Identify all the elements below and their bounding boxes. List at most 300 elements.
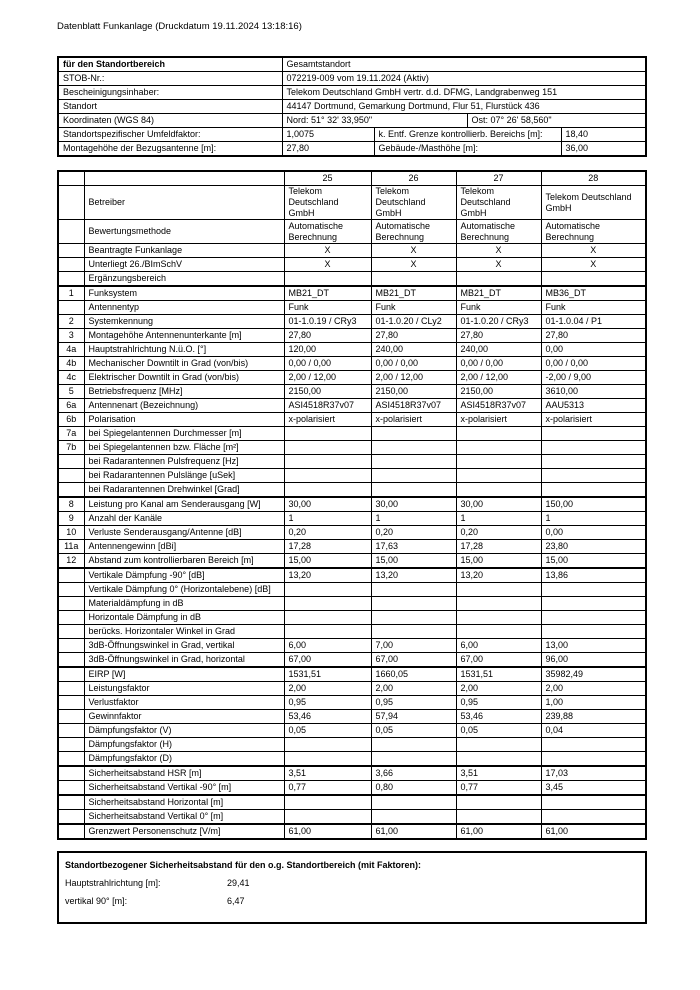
table-row xyxy=(58,258,646,272)
table-row xyxy=(58,483,646,498)
row-value: MB21_DT xyxy=(456,286,541,301)
row-label: bei Spiegelantennen bzw. Fläche [m²] xyxy=(84,441,284,455)
row-number xyxy=(58,766,84,781)
table-row xyxy=(58,597,646,611)
row-label: berücks. Horizontaler Winkel in Grad xyxy=(84,625,284,639)
row-value: Funk xyxy=(284,301,371,315)
row-value: 0,00 xyxy=(541,343,646,357)
info-label: Standort xyxy=(58,100,282,114)
row-value: 67,00 xyxy=(456,653,541,668)
row-value: MB21_DT xyxy=(284,286,371,301)
row-number: 9 xyxy=(58,512,84,526)
table-row xyxy=(58,315,646,329)
row-value: ASI4518R37v07 xyxy=(371,399,456,413)
row-value: 01-1.0.19 / CRy3 xyxy=(284,315,371,329)
table-row xyxy=(58,301,646,315)
row-label: Dämpfungsfaktor (V) xyxy=(84,724,284,738)
row-value xyxy=(284,625,371,639)
row-value xyxy=(371,597,456,611)
row-label: Verluste Senderausgang/Antenne [dB] xyxy=(84,526,284,540)
page-title: Datenblatt Funkanlage (Druckdatum 19.11.2024 13:18:16) xyxy=(57,21,302,32)
row-number: 5 xyxy=(58,385,84,399)
row-number xyxy=(58,738,84,752)
row-value: 15,00 xyxy=(456,554,541,569)
row-value: 0,05 xyxy=(456,724,541,738)
header-empty-cell xyxy=(58,171,84,186)
row-value: 30,00 xyxy=(456,497,541,512)
row-number xyxy=(58,824,84,839)
row-number: 7b xyxy=(58,441,84,455)
row-value: 01-1.0.04 / P1 xyxy=(541,315,646,329)
row-value: 15,00 xyxy=(541,554,646,569)
row-value xyxy=(456,455,541,469)
row-number: 11a xyxy=(58,540,84,554)
row-value xyxy=(541,597,646,611)
row-number: 6b xyxy=(58,413,84,427)
row-label: Polarisation xyxy=(84,413,284,427)
table-row xyxy=(58,220,646,244)
row-value xyxy=(541,752,646,767)
row-value xyxy=(371,427,456,441)
row-value: 120,00 xyxy=(284,343,371,357)
row-value xyxy=(456,597,541,611)
main-beam-value: 29,41 xyxy=(227,878,250,888)
table-row xyxy=(58,244,646,258)
table-row xyxy=(58,526,646,540)
site-info-row xyxy=(58,142,646,157)
info-value: Gebäude-/Masthöhe [m]: xyxy=(374,142,561,157)
antenna-table xyxy=(57,170,647,840)
row-label: Antennentyp xyxy=(84,301,284,315)
site-safety-distance-box xyxy=(57,851,647,924)
row-value: 0,00 / 0,00 xyxy=(284,357,371,371)
row-value: 1660,05 xyxy=(371,667,456,682)
row-value xyxy=(456,583,541,597)
table-row xyxy=(58,795,646,810)
safety-distance-row xyxy=(65,896,640,906)
row-value: 67,00 xyxy=(284,653,371,668)
row-number: 3 xyxy=(58,329,84,343)
row-value: 13,86 xyxy=(541,568,646,583)
row-number xyxy=(58,752,84,767)
row-number xyxy=(58,611,84,625)
row-value: MB21_DT xyxy=(371,286,456,301)
row-value xyxy=(541,455,646,469)
row-value xyxy=(541,469,646,483)
row-value xyxy=(541,611,646,625)
row-value: 0,05 xyxy=(284,724,371,738)
row-value xyxy=(371,738,456,752)
spacer xyxy=(57,157,645,170)
row-value: 0,95 xyxy=(284,696,371,710)
row-value xyxy=(371,795,456,810)
row-value: 2,00 / 12,00 xyxy=(284,371,371,385)
row-label: Funksystem xyxy=(84,286,284,301)
row-label: Bewertungsmethode xyxy=(84,220,284,244)
table-row xyxy=(58,186,646,220)
row-number: 2 xyxy=(58,315,84,329)
table-row xyxy=(58,399,646,413)
table-row xyxy=(58,611,646,625)
row-label: Systemkennung xyxy=(84,315,284,329)
row-value xyxy=(371,272,456,287)
row-label: Grenzwert Personenschutz [V/m] xyxy=(84,824,284,839)
site-info-body xyxy=(58,57,646,156)
row-value xyxy=(284,583,371,597)
row-label: 3dB-Öffnungswinkel in Grad, horizontal xyxy=(84,653,284,668)
row-label: Elektrischer Downtilt in Grad (von/bis) xyxy=(84,371,284,385)
row-label: Sicherheitsabstand Vertikal 0° [m] xyxy=(84,810,284,825)
row-value: x-polarisiert xyxy=(456,413,541,427)
info-label: Bescheinigungsinhaber: xyxy=(58,86,282,100)
info-value: 072219-009 vom 19.11.2024 (Aktiv) xyxy=(282,72,646,86)
table-row xyxy=(58,810,646,825)
row-label: Anzahl der Kanäle xyxy=(84,512,284,526)
row-number xyxy=(58,483,84,498)
row-value: 0,95 xyxy=(371,696,456,710)
row-value: 0,77 xyxy=(456,781,541,796)
row-value: 15,00 xyxy=(284,554,371,569)
table-row xyxy=(58,540,646,554)
row-label: Ergänzungsbereich xyxy=(84,272,284,287)
row-number xyxy=(58,795,84,810)
info-label: STOB-Nr.: xyxy=(58,72,282,86)
row-value: AAU5313 xyxy=(541,399,646,413)
antenna-header-row xyxy=(58,171,646,186)
row-value xyxy=(456,752,541,767)
row-value xyxy=(456,611,541,625)
row-value: Telekom Deutschland GmbH xyxy=(541,186,646,220)
row-label: Verlustfaktor xyxy=(84,696,284,710)
row-value: 1 xyxy=(371,512,456,526)
row-value xyxy=(371,455,456,469)
row-value: 0,20 xyxy=(456,526,541,540)
row-value: 3610,00 xyxy=(541,385,646,399)
table-row xyxy=(58,639,646,653)
row-label: Leistungsfaktor xyxy=(84,682,284,696)
site-info-row xyxy=(58,114,646,128)
row-value: 0,77 xyxy=(284,781,371,796)
table-row xyxy=(58,469,646,483)
row-value: 2,00 xyxy=(541,682,646,696)
row-number xyxy=(58,810,84,825)
table-row xyxy=(58,625,646,639)
row-value: 13,20 xyxy=(284,568,371,583)
row-value: Telekom Deutschland GmbH xyxy=(284,186,371,220)
row-value: 0,00 xyxy=(541,526,646,540)
row-number xyxy=(58,724,84,738)
row-value: 1,00 xyxy=(541,696,646,710)
header-empty-cell xyxy=(84,171,284,186)
table-row xyxy=(58,371,646,385)
table-row xyxy=(58,272,646,287)
row-number xyxy=(58,455,84,469)
row-label: Montagehöhe Antennenunterkante [m] xyxy=(84,329,284,343)
table-row xyxy=(58,413,646,427)
row-label: Mechanischer Downtilt in Grad (von/bis) xyxy=(84,357,284,371)
row-value: 17,63 xyxy=(371,540,456,554)
row-number xyxy=(58,568,84,583)
row-value: 61,00 xyxy=(371,824,456,839)
row-number xyxy=(58,583,84,597)
row-value: 27,80 xyxy=(456,329,541,343)
row-label: Abstand zum kontrollierbaren Bereich [m] xyxy=(84,554,284,569)
row-value: X xyxy=(371,258,456,272)
row-value xyxy=(541,738,646,752)
row-number: 4a xyxy=(58,343,84,357)
row-value xyxy=(284,483,371,498)
row-label: bei Spiegelantennen Durchmesser [m] xyxy=(84,427,284,441)
row-number: 7a xyxy=(58,427,84,441)
row-value: 2150,00 xyxy=(371,385,456,399)
table-row xyxy=(58,343,646,357)
row-value: Automatische Berechnung xyxy=(541,220,646,244)
row-value: X xyxy=(284,258,371,272)
table-row xyxy=(58,554,646,569)
row-value: 3,51 xyxy=(456,766,541,781)
row-value: 53,46 xyxy=(456,710,541,724)
row-value xyxy=(371,583,456,597)
row-value: 6,00 xyxy=(456,639,541,653)
antenna-column-header: 26 xyxy=(371,171,456,186)
row-label: Leistung pro Kanal am Senderausgang [W] xyxy=(84,497,284,512)
row-value: 27,80 xyxy=(541,329,646,343)
site-info-row xyxy=(58,100,646,114)
row-value: 2,00 xyxy=(371,682,456,696)
row-value: 53,46 xyxy=(284,710,371,724)
row-value: 15,00 xyxy=(371,554,456,569)
info-label: Koordinaten (WGS 84) xyxy=(58,114,282,128)
row-value xyxy=(284,795,371,810)
row-value xyxy=(541,795,646,810)
row-value xyxy=(541,483,646,498)
row-value: X xyxy=(371,244,456,258)
row-number xyxy=(58,186,84,220)
info-value: 44147 Dortmund, Gemarkung Dortmund, Flur 51, Flurstück 436 xyxy=(282,100,646,114)
row-value: 13,20 xyxy=(456,568,541,583)
row-value xyxy=(456,625,541,639)
row-value xyxy=(456,469,541,483)
row-value: 239,88 xyxy=(541,710,646,724)
row-label: Beantragte Funkanlage xyxy=(84,244,284,258)
antenna-column-header: 28 xyxy=(541,171,646,186)
row-value: 30,00 xyxy=(284,497,371,512)
row-value: 27,80 xyxy=(371,329,456,343)
row-value: 3,66 xyxy=(371,766,456,781)
row-value xyxy=(284,597,371,611)
row-value: 0,20 xyxy=(371,526,456,540)
table-row xyxy=(58,682,646,696)
row-value: 1 xyxy=(284,512,371,526)
row-value: 240,00 xyxy=(371,343,456,357)
row-number xyxy=(58,301,84,315)
row-number xyxy=(58,258,84,272)
row-number xyxy=(58,696,84,710)
main-beam-label: Hauptstrahlrichtung [m]: xyxy=(65,878,161,888)
row-label: Vertikale Dämpfung -90° [dB] xyxy=(84,568,284,583)
row-value: 30,00 xyxy=(371,497,456,512)
row-value: Automatische Berechnung xyxy=(456,220,541,244)
row-value xyxy=(456,795,541,810)
row-number xyxy=(58,710,84,724)
row-value: 2150,00 xyxy=(284,385,371,399)
row-value: 1531,51 xyxy=(284,667,371,682)
antenna-table-body xyxy=(58,171,646,839)
row-value xyxy=(456,427,541,441)
row-value xyxy=(456,810,541,825)
row-value: 7,00 xyxy=(371,639,456,653)
row-value xyxy=(456,272,541,287)
site-info-row xyxy=(58,86,646,100)
row-value: 13,20 xyxy=(371,568,456,583)
row-value: X xyxy=(284,244,371,258)
row-number: 4b xyxy=(58,357,84,371)
row-value: 67,00 xyxy=(371,653,456,668)
table-row xyxy=(58,512,646,526)
row-label: EIRP [W] xyxy=(84,667,284,682)
row-value: X xyxy=(541,258,646,272)
row-value: Funk xyxy=(541,301,646,315)
row-value: MB36_DT xyxy=(541,286,646,301)
row-number: 8 xyxy=(58,497,84,512)
info-value: k. Entf. Grenze kontrollierb. Bereichs [m]: xyxy=(374,128,561,142)
row-label: Sicherheitsabstand HSR [m] xyxy=(84,766,284,781)
info-value: 27,80 xyxy=(282,142,374,157)
row-value: 6,00 xyxy=(284,639,371,653)
row-value: 2,00 xyxy=(284,682,371,696)
safety-distance-row xyxy=(65,878,640,888)
site-info-table xyxy=(57,56,647,157)
row-value xyxy=(371,483,456,498)
row-number xyxy=(58,653,84,668)
info-value: Gesamtstandort xyxy=(282,57,646,72)
row-value: Automatische Berechnung xyxy=(284,220,371,244)
row-value: 3,45 xyxy=(541,781,646,796)
row-label: 3dB-Öffnungswinkel in Grad, vertikal xyxy=(84,639,284,653)
table-row xyxy=(58,427,646,441)
row-label: Betreiber xyxy=(84,186,284,220)
row-value xyxy=(371,469,456,483)
row-value xyxy=(456,483,541,498)
row-value xyxy=(284,611,371,625)
row-number xyxy=(58,667,84,682)
vertical-90-value: 6,47 xyxy=(227,896,245,906)
row-value xyxy=(284,441,371,455)
table-row xyxy=(58,385,646,399)
row-value: 0,80 xyxy=(371,781,456,796)
row-value: 2150,00 xyxy=(456,385,541,399)
row-label: Sicherheitsabstand Horizontal [m] xyxy=(84,795,284,810)
info-value: 36,00 xyxy=(561,142,646,157)
row-value xyxy=(456,441,541,455)
row-value: 150,00 xyxy=(541,497,646,512)
row-number: 1 xyxy=(58,286,84,301)
row-value: 0,00 / 0,00 xyxy=(371,357,456,371)
row-value xyxy=(371,625,456,639)
row-value xyxy=(541,583,646,597)
info-value: Telekom Deutschland GmbH vertr. d.d. DFMG, Landgrabenweg 151 xyxy=(282,86,646,100)
row-value: 35982,49 xyxy=(541,667,646,682)
row-value xyxy=(284,752,371,767)
table-row xyxy=(58,653,646,668)
row-value: 61,00 xyxy=(284,824,371,839)
row-number xyxy=(58,220,84,244)
table-row xyxy=(58,724,646,738)
row-value: 1 xyxy=(541,512,646,526)
row-value: Funk xyxy=(456,301,541,315)
row-label: bei Radarantennen Pulslänge [uSek] xyxy=(84,469,284,483)
row-value: Telekom Deutschland GmbH xyxy=(371,186,456,220)
row-value: Funk xyxy=(371,301,456,315)
row-value: 13,00 xyxy=(541,639,646,653)
vertical-90-label: vertikal 90° [m]: xyxy=(65,896,128,906)
row-label: Dämpfungsfaktor (H) xyxy=(84,738,284,752)
info-value: 18,40 xyxy=(561,128,646,142)
table-row xyxy=(58,583,646,597)
row-value: x-polarisiert xyxy=(541,413,646,427)
row-value xyxy=(371,752,456,767)
row-value xyxy=(371,611,456,625)
row-value xyxy=(284,272,371,287)
antenna-column-header: 25 xyxy=(284,171,371,186)
info-value: Nord: 51° 32' 33,950" xyxy=(282,114,467,128)
row-label: Antennenart (Bezeichnung) xyxy=(84,399,284,413)
table-row xyxy=(58,286,646,301)
row-value: 1 xyxy=(456,512,541,526)
row-value: 17,03 xyxy=(541,766,646,781)
row-label: Hauptstrahlrichtung N.ü.O. [°] xyxy=(84,343,284,357)
row-value: 01-1.0.20 / CLy2 xyxy=(371,315,456,329)
row-number: 6a xyxy=(58,399,84,413)
row-label: Sicherheitsabstand Vertikal -90° [m] xyxy=(84,781,284,796)
row-label: Dämpfungsfaktor (D) xyxy=(84,752,284,767)
row-label: Gewinnfaktor xyxy=(84,710,284,724)
row-value xyxy=(541,625,646,639)
row-value: 57,94 xyxy=(371,710,456,724)
table-row xyxy=(58,357,646,371)
row-value xyxy=(371,810,456,825)
row-value: 61,00 xyxy=(456,824,541,839)
row-number xyxy=(58,639,84,653)
row-value: X xyxy=(456,258,541,272)
row-value: 17,28 xyxy=(456,540,541,554)
row-value: 240,00 xyxy=(456,343,541,357)
row-value: 2,00 / 12,00 xyxy=(456,371,541,385)
row-number xyxy=(58,781,84,796)
row-value: Automatische Berechnung xyxy=(371,220,456,244)
row-value: ASI4518R37v07 xyxy=(284,399,371,413)
row-value: 0,20 xyxy=(284,526,371,540)
table-row xyxy=(58,497,646,512)
row-value xyxy=(541,810,646,825)
row-value: -2,00 / 9,00 xyxy=(541,371,646,385)
row-value xyxy=(284,469,371,483)
table-row xyxy=(58,824,646,839)
row-value: x-polarisiert xyxy=(284,413,371,427)
row-number xyxy=(58,244,84,258)
row-number: 10 xyxy=(58,526,84,540)
row-label: bei Radarantennen Drehwinkel [Grad] xyxy=(84,483,284,498)
table-row xyxy=(58,738,646,752)
row-value xyxy=(541,441,646,455)
table-row xyxy=(58,696,646,710)
row-value: ASI4518R37v07 xyxy=(456,399,541,413)
row-value xyxy=(541,427,646,441)
row-label: bei Radarantennen Pulsfrequenz [Hz] xyxy=(84,455,284,469)
row-value: 0,04 xyxy=(541,724,646,738)
row-value: 23,80 xyxy=(541,540,646,554)
table-row xyxy=(58,441,646,455)
